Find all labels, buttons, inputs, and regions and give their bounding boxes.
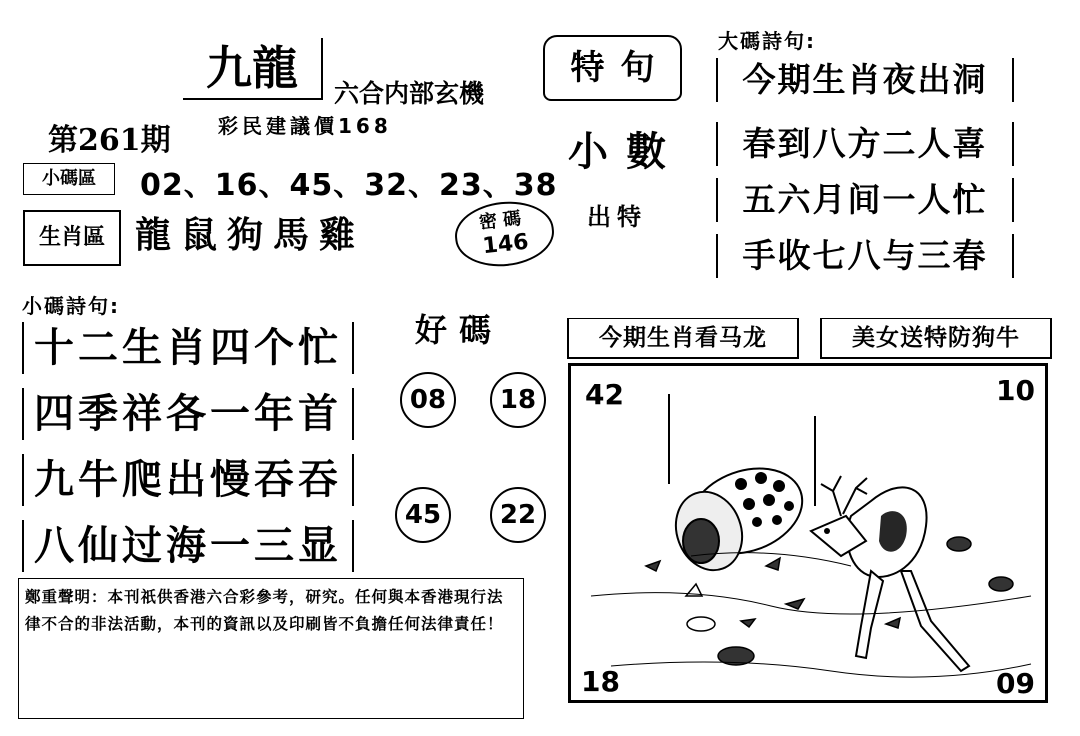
corner-number-bottom-left: 18 — [581, 665, 620, 698]
special-title: 小數 — [568, 129, 684, 175]
zodiac-animals: 龍鼠狗馬雞 — [135, 215, 366, 256]
small-poem-heading: 小碼詩句: — [22, 294, 120, 318]
illustration-frame — [568, 363, 1048, 703]
corner-number-bottom-right: 09 — [996, 667, 1035, 700]
zodiac-label: 生肖區 — [23, 210, 121, 266]
big-poem-line: 五六月间一人忙 — [716, 178, 1014, 222]
issue-number: 第261期 — [48, 123, 171, 158]
suggested-price: 彩民建議價168 — [218, 114, 392, 138]
secret-code-badge — [452, 197, 557, 271]
good-codes-heading: 好碼 — [415, 311, 504, 349]
deer-lantern-illustration — [571, 366, 1045, 700]
secret-code-label: 密碼 — [478, 207, 529, 234]
subtitle: 六合内部玄機 — [334, 79, 485, 108]
big-poem-line: 春到八方二人喜 — [716, 122, 1014, 166]
small-poem-line: 八仙过海一三显 — [22, 520, 354, 572]
disclaimer-bottom-border — [18, 718, 524, 719]
small-code-label: 小碼區 — [23, 163, 115, 195]
special-banner: 特句 — [543, 35, 682, 101]
big-poem-line: 手收七八与三春 — [716, 234, 1014, 278]
secret-code-value: 146 — [481, 229, 530, 260]
small-poem-line: 十二生肖四个忙 — [22, 322, 354, 374]
corner-number-top-left: 42 — [585, 378, 624, 411]
small-poem-line: 九牛爬出慢吞吞 — [22, 454, 354, 506]
out-label: 出特 — [587, 203, 647, 231]
big-poem-line: 今期生肖夜出洞 — [716, 58, 1014, 102]
good-code-circle: 45 — [395, 487, 451, 543]
banner-zodiac-hint: 今期生肖看马龙 — [567, 318, 799, 359]
small-code-numbers: 02、16、45、32、23、38 — [140, 168, 558, 203]
brand-title: 九龍 — [183, 38, 323, 100]
banner-special-hint: 美女送特防狗牛 — [820, 318, 1052, 359]
corner-number-top-right: 10 — [996, 374, 1035, 407]
big-poem-heading: 大碼詩句: — [718, 29, 816, 53]
good-code-circle: 08 — [400, 372, 456, 428]
good-code-circle: 22 — [490, 487, 546, 543]
good-code-circle: 18 — [490, 372, 546, 428]
small-poem-line: 四季祥各一年首 — [22, 388, 354, 440]
disclaimer-text: 鄭重聲明：本刊祇供香港六合彩參考，研究。任何與本香港現行法律不合的非法活動，本刊的資訊以及印刷皆不負擔任何法律責任！ — [18, 578, 524, 718]
